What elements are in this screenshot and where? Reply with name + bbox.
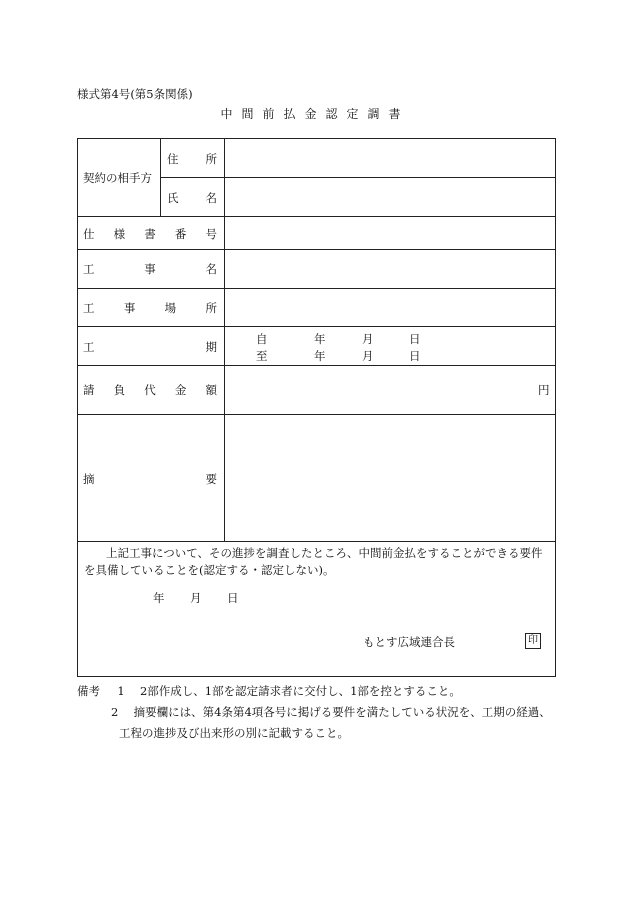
note-text: 工程の進捗及び出来形の別に記載すること。	[119, 726, 349, 740]
certification-date-year: 年	[153, 591, 165, 605]
note-item-1	[77, 681, 551, 702]
seal-mark: 印	[525, 633, 541, 649]
contract-amount-label: 請 負 代 金 額	[83, 383, 217, 397]
period-from-prefix: 自	[256, 332, 268, 346]
form-table	[77, 138, 556, 677]
period-from-year: 年	[314, 332, 326, 346]
note-text: 摘要欄には、第4条第4項各号に掲げる要件を満たしている状況を、工期の経過、	[133, 705, 551, 719]
period-to-month: 月	[362, 349, 374, 363]
summary-label: 摘 要	[83, 472, 217, 486]
notes-heading: 備考	[77, 684, 100, 698]
note-text: 2部作成し、1部を認定請求者に交付し、1部を控とすること。	[139, 684, 461, 698]
row-divider	[77, 288, 556, 289]
contractor-label: 契約の相手方	[83, 171, 152, 185]
row-divider	[77, 249, 556, 250]
note-item-2-continuation	[77, 723, 551, 744]
name-label: 氏 名	[167, 191, 217, 205]
spec-number-label: 仕 様 書 番 号	[83, 227, 217, 241]
certification-line-2: を具備していることを(認定する・認定しない)。	[84, 563, 335, 577]
period-from-month: 月	[362, 332, 374, 346]
form-number: 様式第4号(第5条関係)	[77, 87, 193, 101]
period-label: 工 期	[83, 340, 217, 354]
column-divider	[224, 138, 225, 541]
work-name-label: 工 事 名	[83, 262, 217, 276]
row-divider	[77, 365, 556, 366]
row-divider	[160, 177, 556, 178]
row-divider	[77, 541, 556, 542]
period-to-prefix: 至	[256, 349, 268, 363]
row-divider	[77, 216, 556, 217]
form-title: 中間前払金認定調書	[220, 107, 410, 121]
contract-amount-unit: 円	[538, 383, 550, 397]
row-divider	[77, 414, 556, 415]
work-site-label: 工 事 場 所	[83, 301, 217, 315]
period-to-year: 年	[314, 349, 326, 363]
issuer-name: もとす広域連合長	[363, 635, 455, 649]
certification-date-month: 月	[190, 591, 202, 605]
notes-section	[77, 681, 551, 744]
note-item-2	[77, 702, 551, 723]
period-from-day: 日	[409, 332, 421, 346]
column-divider	[160, 138, 161, 216]
certification-line-1: 上記工事について、その進捗を調査したところ、中間前金払をすることができる要件	[106, 546, 543, 560]
address-label: 住 所	[167, 152, 217, 166]
note-number: 2	[111, 705, 119, 719]
note-number: 1	[117, 684, 125, 698]
row-divider	[77, 326, 556, 327]
certification-date-day: 日	[227, 591, 239, 605]
period-to-day: 日	[409, 349, 421, 363]
